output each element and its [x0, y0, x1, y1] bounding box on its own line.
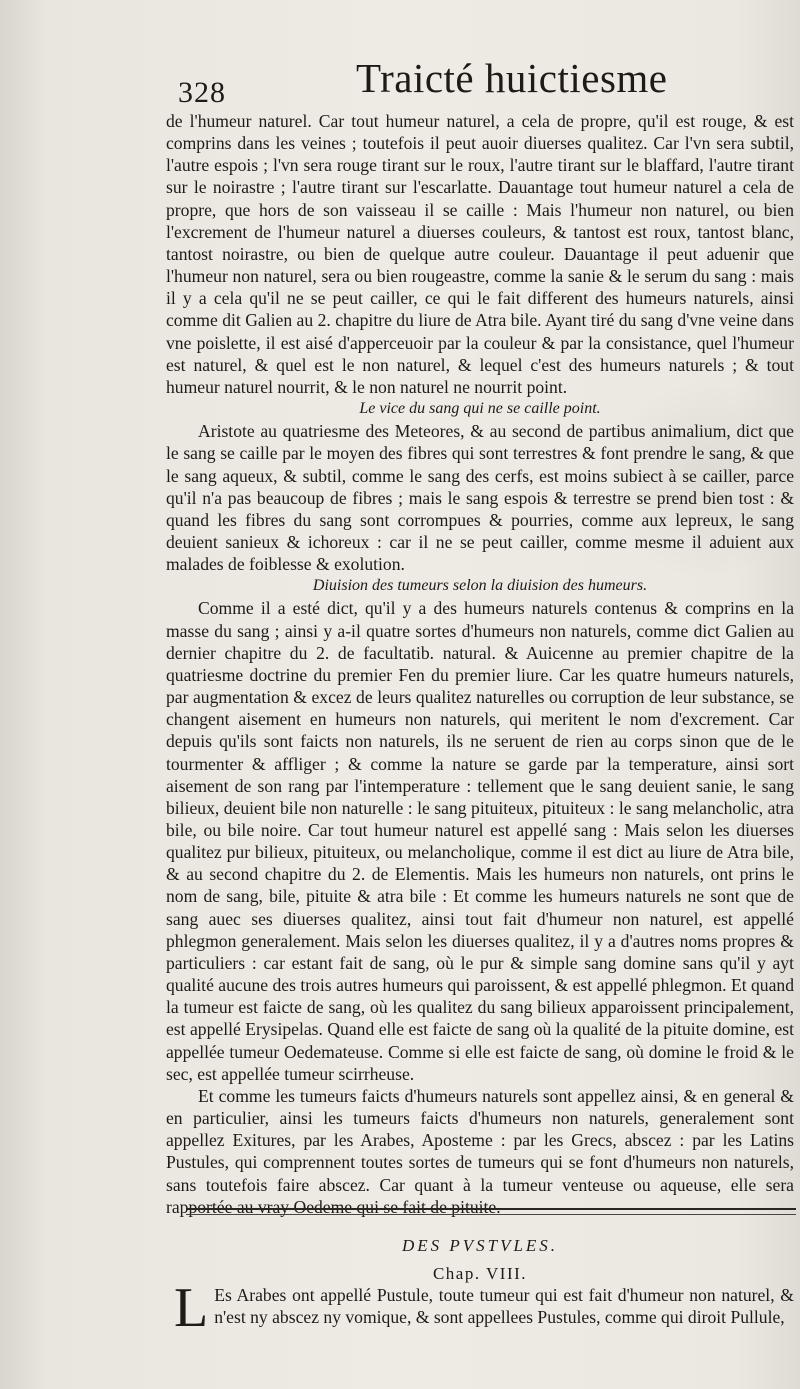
main-text — [166, 110, 794, 1218]
page-header — [0, 48, 800, 108]
page-number: 328 — [178, 76, 226, 109]
subheading: Diuision des tumeurs selon la diuision des humeurs. — [312, 577, 648, 595]
paragraph: Et comme les tumeurs faicts d'humeurs naturels sont appellez ainsi, & en general & en particulier, ainsi les tumeurs faicts d'humeurs non naturels, generalement sont appellez Exitures, par les Arabes, Aposteme : par les Grecs, abscez : par les Latins Pustules, qui comprennent toutes sortes de tumeurs qui se font d'humeurs non naturels, sans toutefois faire abscez. Car quant à la tumeur venteuse ou aqueuse, elle sera rapportée au vray Oedeme qui se fait de pituite. — [166, 1085, 794, 1217]
chapter-text — [174, 1277, 794, 1339]
paragraph: Comme il a esté dict, qu'il y a des humeurs naturels contenus & comprins en la masse du sang ; ainsi y a-il quatre sortes d'humeurs non naturels, comme dict Galien au dernier chapitre du 2. de facultatib. natural. & Auicenne au premier chapitre de la quatriesme doctrine du premier Fen du premier liure. Car les quatre humeurs naturels, par augmentation & excez de leurs qualitez naturelles ou corruption de leur substance, se changent aisement en humeurs non naturels, qui meritent le nom d'excrement. Car depuis qu'ils sont faicts non naturels, ils ne seruent de rien au corps sinon que de le tourmenter & affliger ; & comme la nature se garde par la temperature, ainsi sort aisement de son rang par l'intemperature : tellement que le sang deuient sanie, le sang bilieux, deuient bile non naturelle : le sang pituiteux, pituiteux : le sang melancholic, atra bile, ou bile noire. Car tout humeur naturel est appellé sang : Mais selon les diuerses qualitez pur bilieux, pituiteux, ou melancholique, comme il est dict au liure de Atra bile, & au second chapitre du 2. de Elementis. Mais les humeurs non naturels, ont prins le nom de sang, bile, pituite & atra bile : Et comme les humeurs naturels ne sont que de sang auec ses diuerses qualitez, ainsi tout fait d'humeur non naturel, est appellé phlegmon generalement. Mais selon les diuerses qualitez, il y a d'autres noms propres & particuliers : car estant fait de sang, où le pur & simple sang domine sans qu'il y ayt qualité aucune des trois autres humeurs qui paroissent, & est appellé phlegmon. Et quand la tumeur est faicte de sang, où les qualitez du sang bilieux apparoissent principalement, est appellé Erysipelas. Quand elle est faicte de sang où la qualité de la pituite domine, est appellée tumeur Oedemateuse. Comme si elle est faicte de sang, où domine le froid & le sec, est appellée tumeur scirrheuse. — [166, 598, 794, 1084]
section-divider-thin — [186, 1214, 796, 1215]
chapter-title: Chap. VIII. — [432, 1264, 528, 1283]
running-title: Traicté huictiesme — [356, 55, 668, 101]
chapter-opening: Es Arabes ont appellé Pustule, toute tumeur qui est fait d'humeur non naturel, & n'est ny abscez ny vomique, & sont appellees Pustules, comme qui diroit Pullule, — [214, 1285, 794, 1327]
drop-cap: L — [174, 1277, 209, 1339]
section-title: DES PVSTVLES. — [401, 1236, 559, 1255]
section-divider — [186, 1208, 796, 1210]
paragraph: Aristote au quatriesme des Meteores, & au second de partibus animalium, dict que le sang se caille par le moyen des fibres qui sont terrestres & font prendre le sang, & que le sang aqueux, & subtil, comme le sang des cerfs, est moins subiect à se cailler, parce qu'il n'a pas beaucoup de fibres ; mais le sang espois & terrestre se prend bien tost : & quand les fibres du sang sont corrompues & pourries, comme aux lepreux, le sang deuient sanieux & ichoreux : car il ne se peut cailler, comme mesme il aduient aux malades de foiblesse & exolution. — [166, 421, 794, 575]
subheading: Le vice du sang qui ne se caille point. — [359, 400, 601, 418]
paragraph: de l'humeur naturel. Car tout humeur naturel, a cela de propre, qu'il est rouge, & est comprins dans les veines ; toutefois il peut auoir diuerses qualitez. Car l'vn sera subtil, l'autre espois ; l'vn sera rouge tirant sur le roux, l'autre tirant sur le blaffard, l'autre tirant sur le noirastre ; l'autre tirant sur l'escarlatte. Dauantage tout humeur naturel a cela de propre, que hors de son vaisseau il se caille : Mais l'humeur non naturel, ou bien l'excrement de l'humeur naturel a diuerses couleurs, & tantost est roux, tantost blanc, tantost noirastre, ou bien de quelque autre couleur. Dauantage il peut aduenir que l'humeur non naturel, sera ou bien rougeastre, comme la sanie & le serum du sang : mais il y a cela qu'il ne se peut cailler, ce qui le fait different des humeurs naturels, ainsi comme dit Galien au 2. chapitre du liure de Atra bile. Ayant tiré du sang d'vne veine dans vne poislette, il est aisé d'apperceuoir par la couleur & par la consistance, quel l'humeur est naturel, & quel est le non naturel, & lequel c'est des humeurs naturels ; & tout humeur naturel nourrit, & le non naturel ne nourrit point. — [166, 111, 794, 397]
